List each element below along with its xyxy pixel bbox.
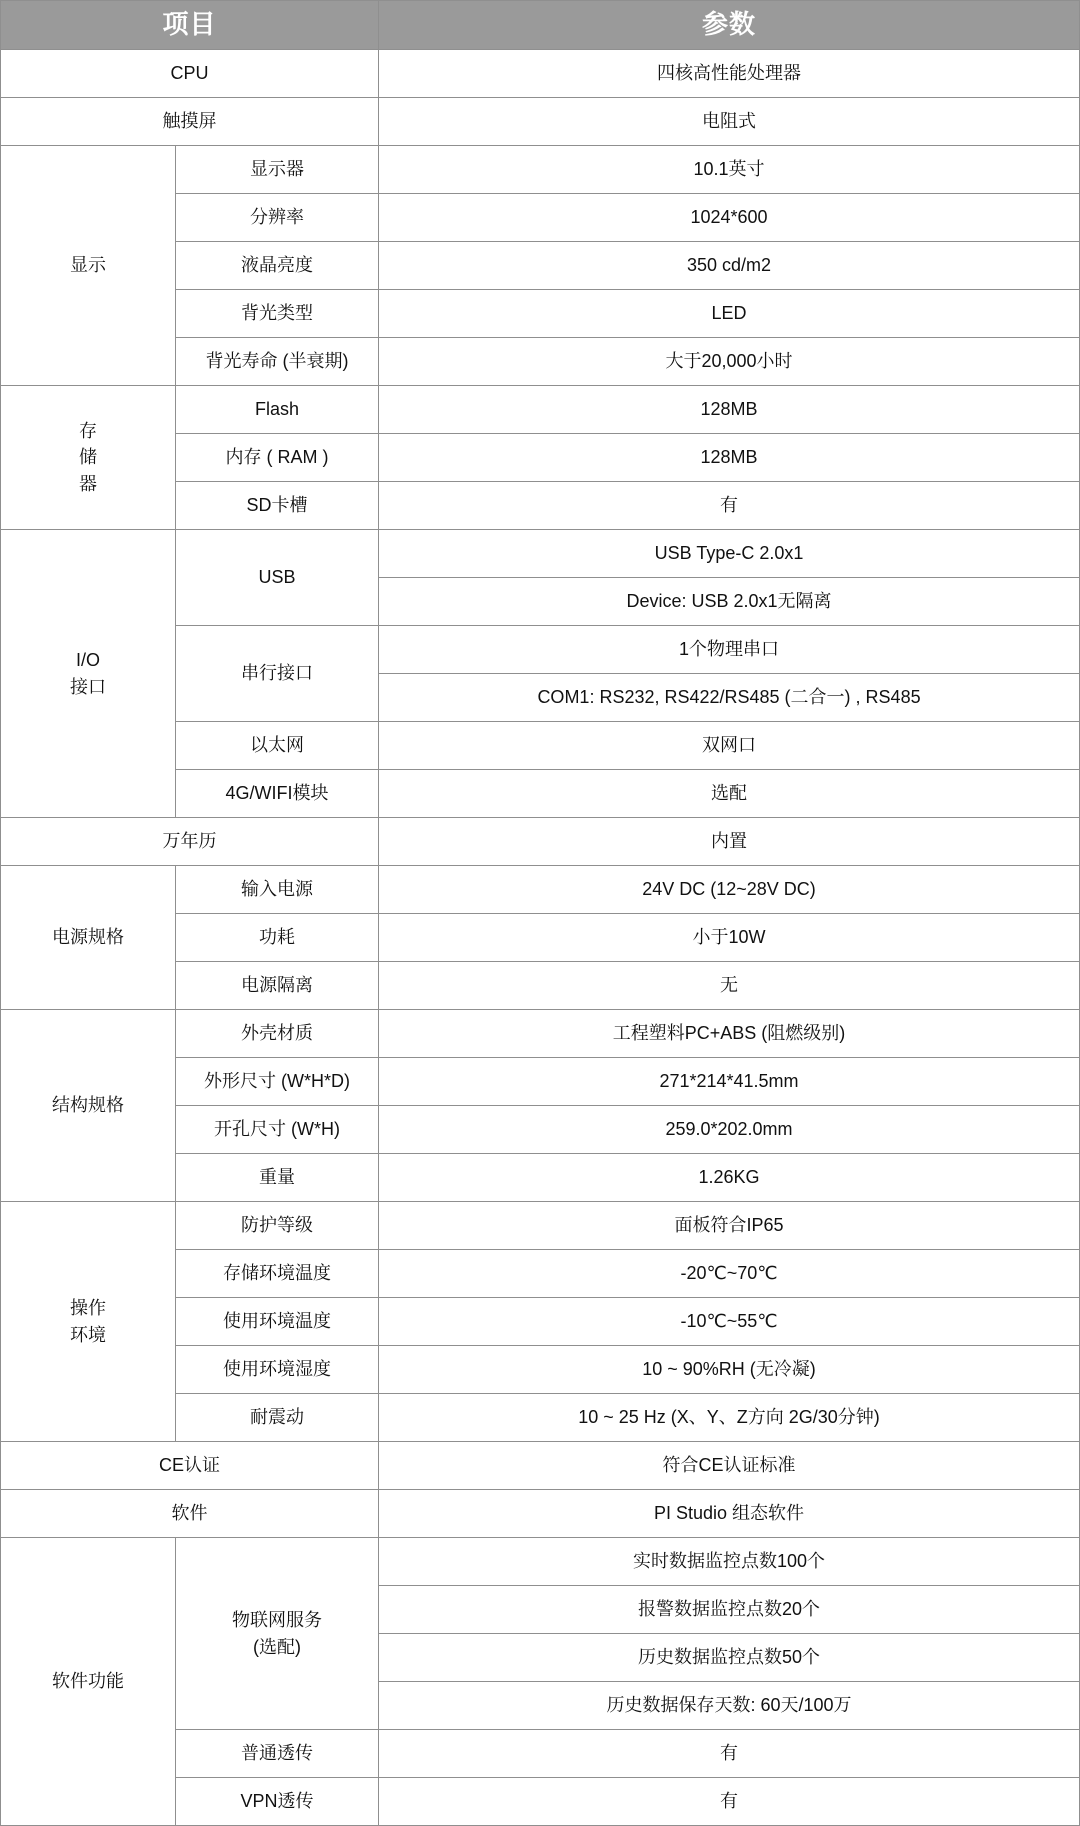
table-row: [1, 1010, 1080, 1058]
row-value: 双网口: [379, 722, 1080, 770]
row-value: 历史数据监控点数50个: [379, 1634, 1080, 1682]
row-value: 10 ~ 25 Hz (X、Y、Z方向 2G/30分钟): [379, 1394, 1080, 1442]
row-value: 24V DC (12~28V DC): [379, 866, 1080, 914]
row-value: 电阻式: [379, 98, 1080, 146]
row-label: 4G/WIFI模块: [176, 770, 379, 818]
row-label-iot: [176, 1538, 379, 1730]
row-value: 历史数据保存天数: 60天/100万: [379, 1682, 1080, 1730]
row-label: 功耗: [176, 914, 379, 962]
row-value: -10℃~55℃: [379, 1298, 1080, 1346]
row-value: 10 ~ 90%RH (无冷凝): [379, 1346, 1080, 1394]
row-label: 背光寿命 (半衰期): [176, 338, 379, 386]
row-value: 259.0*202.0mm: [379, 1106, 1080, 1154]
row-label: 软件: [1, 1490, 379, 1538]
row-value: 面板符合IP65: [379, 1202, 1080, 1250]
table-row: [1, 50, 1080, 98]
row-label-line: 物联网服务: [232, 1610, 322, 1631]
row-value: PI Studio 组态软件: [379, 1490, 1080, 1538]
row-value: 无: [379, 962, 1080, 1010]
row-label: CPU: [1, 50, 379, 98]
row-value: Device: USB 2.0x1无隔离: [379, 578, 1080, 626]
row-label: 存储环境温度: [176, 1250, 379, 1298]
table-header-row: [1, 1, 1080, 50]
row-value: 350 cd/m2: [379, 242, 1080, 290]
row-label: USB: [176, 530, 379, 626]
row-value: 10.1英寸: [379, 146, 1080, 194]
row-label: 普通透传: [176, 1730, 379, 1778]
row-value: 有: [379, 1778, 1080, 1826]
table-row: [1, 1442, 1080, 1490]
table-row: [1, 1490, 1080, 1538]
row-label-line: (选配): [253, 1636, 301, 1657]
row-label: 触摸屏: [1, 98, 379, 146]
row-label: 外形尺寸 (W*H*D): [176, 1058, 379, 1106]
row-label: 开孔尺寸 (W*H): [176, 1106, 379, 1154]
table-row: [1, 1538, 1080, 1586]
group-label-line: I/O: [75, 650, 100, 671]
row-value: LED: [379, 290, 1080, 338]
row-label: 耐震动: [176, 1394, 379, 1442]
row-label: 液晶亮度: [176, 242, 379, 290]
row-label: 分辨率: [176, 194, 379, 242]
row-label: 使用环境温度: [176, 1298, 379, 1346]
row-label: VPN透传: [176, 1778, 379, 1826]
row-label: 电源隔离: [176, 962, 379, 1010]
row-value: USB Type-C 2.0x1: [379, 530, 1080, 578]
row-label: 显示器: [176, 146, 379, 194]
row-value: COM1: RS232, RS422/RS485 (二合一) , RS485: [379, 674, 1080, 722]
row-label: 串行接口: [176, 626, 379, 722]
row-value: 有: [379, 1730, 1080, 1778]
group-label-line: 存: [79, 421, 97, 442]
row-label: 内存 ( RAM ): [176, 434, 379, 482]
row-value: 128MB: [379, 434, 1080, 482]
table-row: [1, 98, 1080, 146]
table-row: [1, 530, 1080, 578]
row-label: SD卡槽: [176, 482, 379, 530]
header-param: 参数: [379, 1, 1080, 50]
row-value: 选配: [379, 770, 1080, 818]
row-value: 1024*600: [379, 194, 1080, 242]
group-label-line: 接口: [70, 676, 106, 697]
row-label: 以太网: [176, 722, 379, 770]
group-label-display: 显示: [1, 146, 176, 386]
row-value: 1个物理串口: [379, 626, 1080, 674]
row-value: 四核高性能处理器: [379, 50, 1080, 98]
row-value: 有: [379, 482, 1080, 530]
row-value: 实时数据监控点数100个: [379, 1538, 1080, 1586]
group-label-structure: 结构规格: [1, 1010, 176, 1202]
row-label: CE认证: [1, 1442, 379, 1490]
row-label: Flash: [176, 386, 379, 434]
row-label: 输入电源: [176, 866, 379, 914]
row-value: 128MB: [379, 386, 1080, 434]
row-label: 万年历: [1, 818, 379, 866]
row-value: 大于20,000小时: [379, 338, 1080, 386]
row-value: -20℃~70℃: [379, 1250, 1080, 1298]
table-row: [1, 818, 1080, 866]
group-label-power: 电源规格: [1, 866, 176, 1010]
row-label: 背光类型: [176, 290, 379, 338]
group-label-storage: [1, 386, 176, 530]
row-label: 外壳材质: [176, 1010, 379, 1058]
table-row: [1, 1202, 1080, 1250]
row-label: 重量: [176, 1154, 379, 1202]
table-row: [1, 866, 1080, 914]
header-item: 项目: [1, 1, 379, 50]
row-value: 内置: [379, 818, 1080, 866]
group-label-line: 储: [79, 447, 97, 468]
group-label-software-features: 软件功能: [1, 1538, 176, 1826]
row-value: 符合CE认证标准: [379, 1442, 1080, 1490]
table-row: [1, 386, 1080, 434]
row-label: 使用环境湿度: [176, 1346, 379, 1394]
table-row: [1, 146, 1080, 194]
group-label-environment: [1, 1202, 176, 1442]
group-label-line: 环境: [70, 1324, 106, 1345]
group-label-line: 操作: [70, 1298, 106, 1319]
group-label-line: 器: [79, 473, 97, 494]
row-value: 小于10W: [379, 914, 1080, 962]
row-label: 防护等级: [176, 1202, 379, 1250]
row-value: 工程塑料PC+ABS (阻燃级别): [379, 1010, 1080, 1058]
row-value: 271*214*41.5mm: [379, 1058, 1080, 1106]
row-value: 报警数据监控点数20个: [379, 1586, 1080, 1634]
row-value: 1.26KG: [379, 1154, 1080, 1202]
group-label-io: [1, 530, 176, 818]
